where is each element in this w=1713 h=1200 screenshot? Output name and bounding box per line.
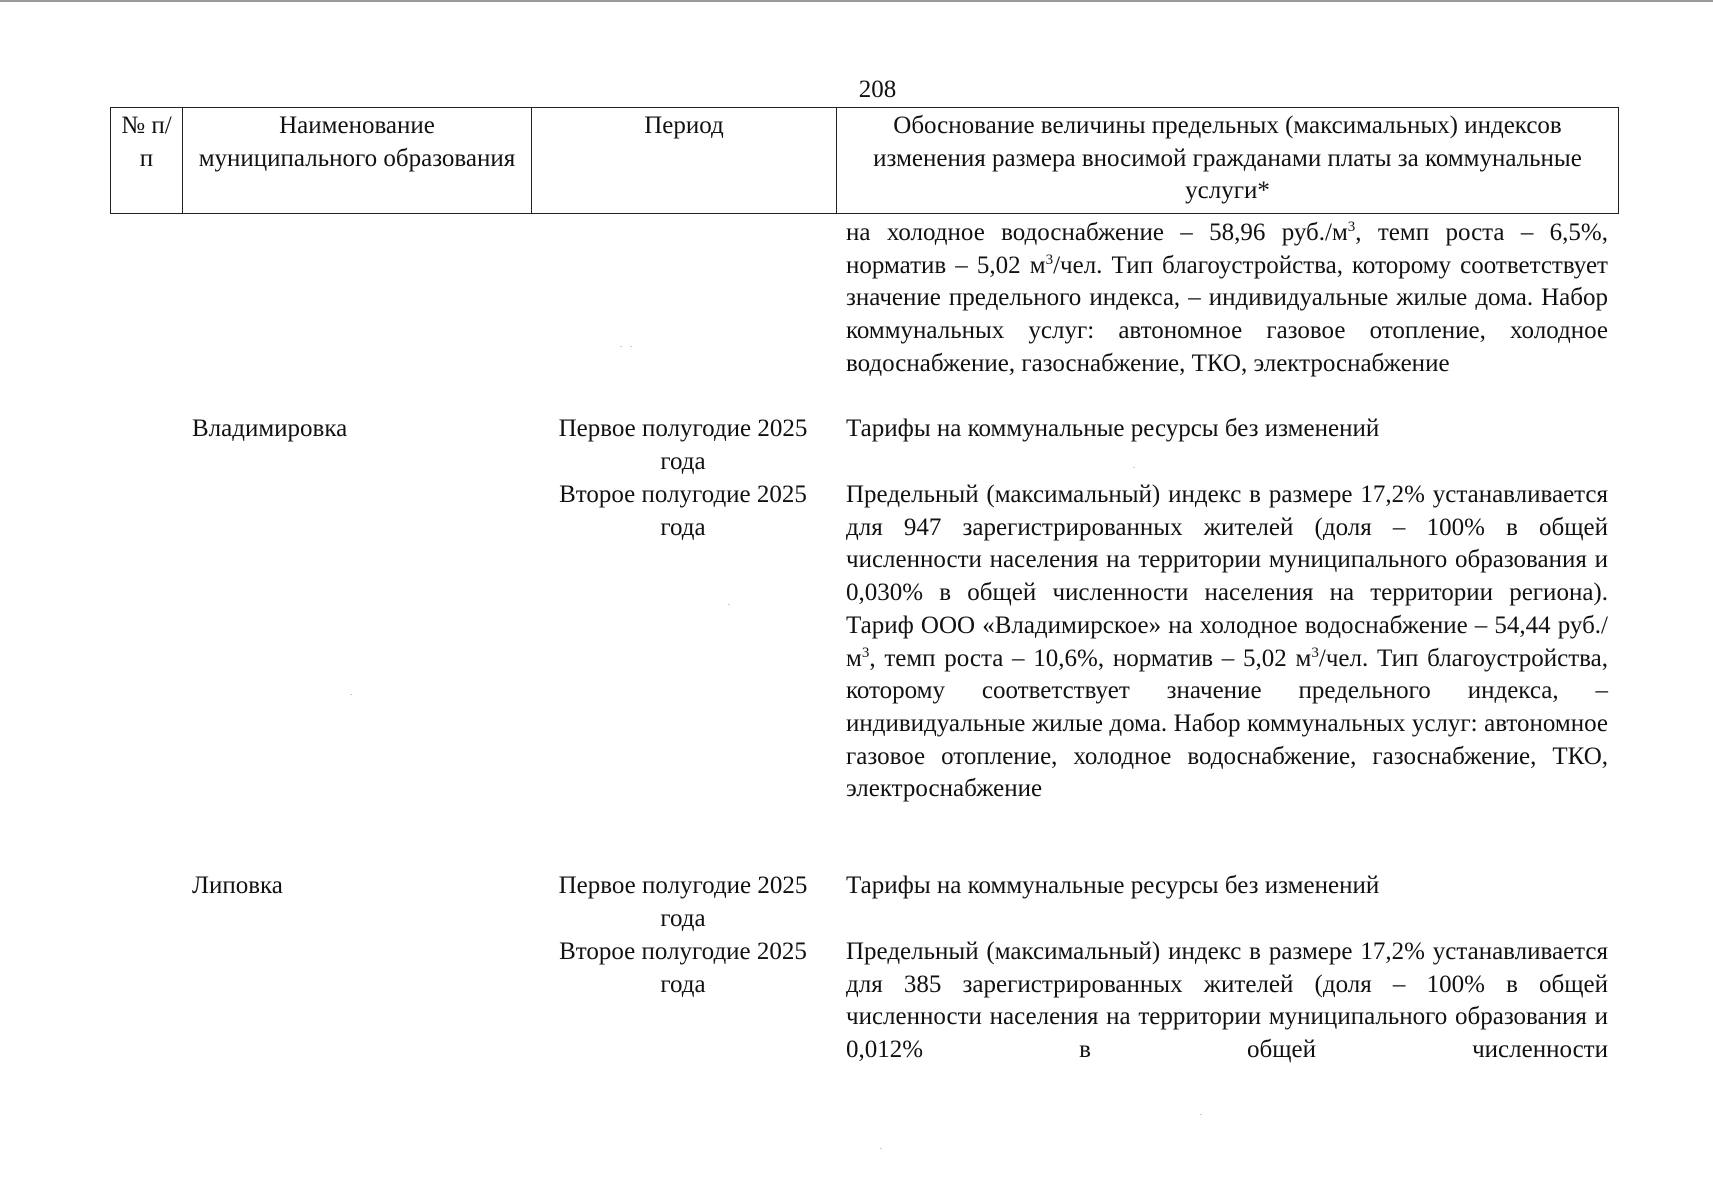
scan-speck	[728, 604, 730, 605]
header-col-justification: Обоснование величины предельных (максимальных) индексов изменения размера вносимой гражданами платы за коммунальные услуги*	[837, 108, 1619, 214]
superscript-cubic: 3	[1347, 219, 1356, 235]
scan-speck	[630, 346, 632, 347]
superscript-cubic: 3	[1311, 644, 1319, 661]
justification-first-half: Тарифы на коммунальные ресурсы без изменений	[846, 415, 1380, 442]
superscript-cubic: 3	[861, 644, 870, 661]
continuation-text-part-1: на холодное водоснабжение – 58,96 руб./м	[846, 219, 1348, 246]
table-header	[110, 107, 1619, 214]
header-col-number: № п/п	[111, 108, 183, 214]
scan-speck	[1133, 467, 1135, 468]
continuation-text-part-2: , темп роста – 6,5%, норматив – 5,02 м	[846, 219, 1608, 279]
municipality-name: Липовка	[192, 872, 283, 899]
municipality-name: Владимировка	[192, 415, 348, 442]
justification-second-half	[846, 479, 1608, 806]
scan-speck	[620, 346, 622, 347]
justification-text-part-2: , темп роста – 10,6%, норматив – 5,02 м	[869, 644, 1312, 672]
period-second-half: Второе полугодие 2025 года	[559, 938, 807, 998]
justification-first-half: Тарифы на коммунальные ресурсы без изменений	[846, 872, 1380, 899]
scan-top-edge	[0, 0, 1713, 2]
justification-text-part-1: Предельный (максимальный) индекс в размере 17,2% устанавливается для 947 зарегистрированных жителей (доля – 100% в общей численности населения на территории муниципального образования и 0,030% в общей численности населения на территории региона). Тариф ООО «Владимирское» на холодное водоснабжение – 54,44 руб./м	[846, 481, 1608, 672]
period-first-half: Первое полугодие 2025 года	[558, 415, 808, 475]
period-second-half: Второе полугодие 2025 года	[559, 481, 807, 541]
period-first-half: Первое полугодие 2025 года	[558, 872, 808, 932]
scan-speck	[1200, 1114, 1202, 1115]
page-number: 208	[858, 76, 897, 103]
header-col-municipality: Наименование муниципального образования	[183, 108, 532, 214]
continuation-text-part-3: /чел. Тип благоустройства, которому соответствует значение предельного индекса, – индивидуальные жилые дома. Набор коммунальных услуг: автономное газовое отопление, холодное водоснабжение, газоснабжение, ТКО, электроснабжение	[846, 251, 1608, 377]
continuation-paragraph	[846, 217, 1608, 381]
header-col-period: Период	[532, 108, 837, 214]
justification-second-half: Предельный (максимальный) индекс в размере 17,2% устанавливается для 385 зарегистрированных жителей (доля – 100% в общей численности населения на территории муниципального образования и 0,012% в общей численности	[846, 938, 1608, 1064]
scan-speck	[880, 1148, 882, 1149]
superscript-cubic: 3	[1045, 251, 1054, 268]
scan-speck	[350, 694, 352, 695]
justification-text-part-3: /чел. Тип благоустройства, которому соответствует значение предельного индекса, – индивидуальные жилые дома. Набор коммунальных услуг: автономное газовое отопление, холодное водоснабжение, газоснабжение, ТКО, электроснабжение	[846, 644, 1608, 803]
